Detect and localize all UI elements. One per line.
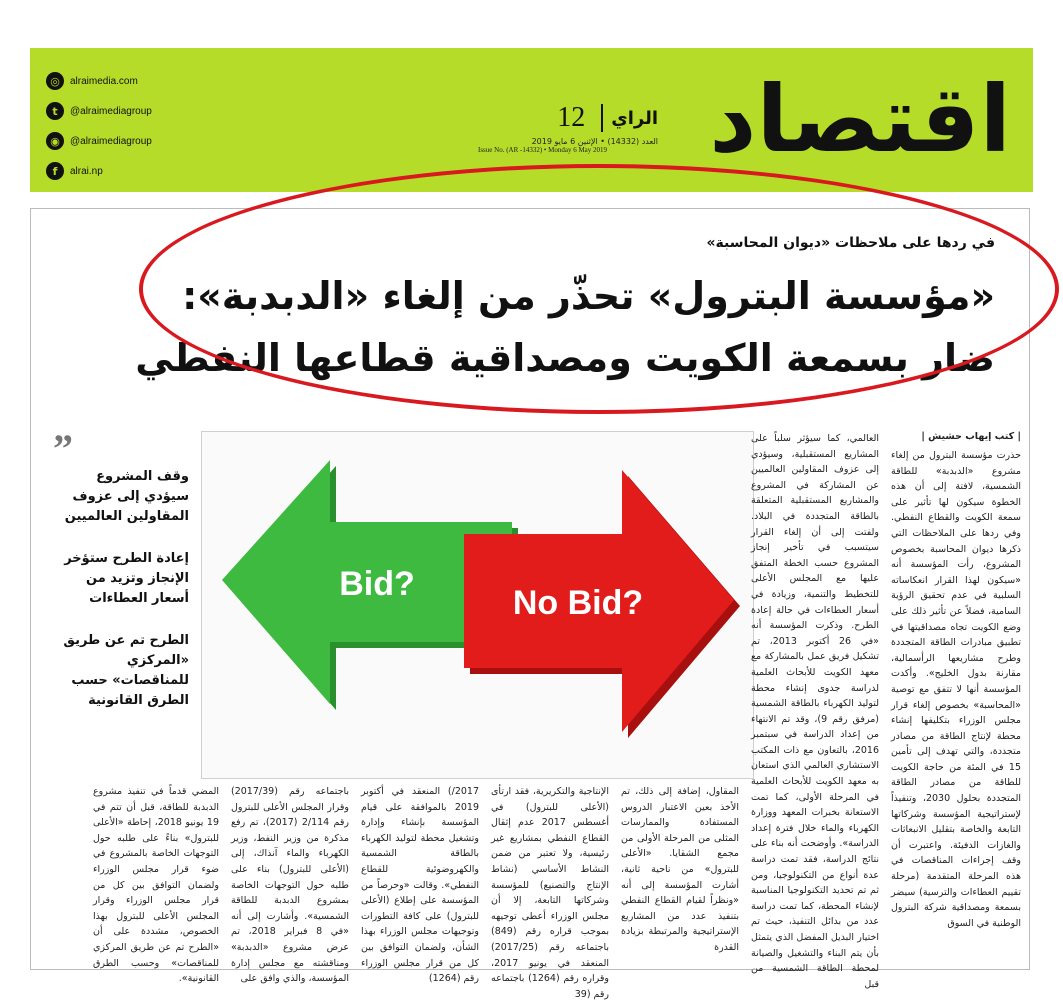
column-text: باجتماعه رقم (2017/39) وقرار المجلس الأعلى للبترول رقم 2/114 (2017)، تم رفع مذكرة من وزير النفط، وزير الكهرباء والماء آنذاك، إلى (الأعلى للبترول) بناء على طلبه حول التوجهات الخاصة بمشروع الدبدبة للطاقة الشمسية». وأشارت إلى أنه «في 8 فبراير 2018، تم عرض مشروع «الدبدبة» ومناقشته مع مجلس إدارة المؤسسة، والذي وافق على xyxy=(231,786,349,985)
pull-quote: الطرح تم عن طريق «المركزي للمناقصات» حسب الطرق القانونية xyxy=(63,633,189,708)
social-links xyxy=(46,68,152,188)
column-text: 2017/) المنعقد في أكتوبر 2019 بالموافقة على قيام المؤسسة بإنشاء وإدارة وتشغيل محطة لتوليد الكهرباء بالطاقة الشمسية والكهروضوئية للقطاع النفطي». وقالت «وحرصاً من المؤسسة على إطلاع (الأعلى للبترول) على كافة التطورات وتوجيهات مجلس الوزراء بهذا الشأن، ولضمان التوافق بين كل من قرار مجلس الوزراء رقم (1264) xyxy=(361,786,479,985)
facebook-icon: f xyxy=(46,162,64,180)
divider xyxy=(601,104,603,132)
social-link-twitter[interactable] xyxy=(46,98,152,124)
page-number: 12 xyxy=(557,102,586,133)
article-kicker: في ردها على ملاحظات «ديوان المحاسبة» xyxy=(706,235,995,251)
pull-quote: إعادة الطرح ستؤخر الإنجاز وتزيد من أسعار العطاءات xyxy=(64,551,189,606)
globe-icon: ◎ xyxy=(46,72,64,90)
no-bid-label: No Bid? xyxy=(512,584,644,622)
section-title: اقتصاد xyxy=(709,66,1011,173)
column-text: الإنتاجية والتكريرية، فقد ارتأى (الأعلى للبترول) في أغسطس 2017 عدم إثقال القطاع النفطي بمشاريع غير رئيسية، ولا تعتبر من ضمن النشاط الأساسي (نشاط الإنتاج والتصنيع) للمؤسسة وشركاتها التابعة، إلا أن مجلس الوزراء أعطى توجيهه بموجب قراره رقم (849) باجتماعه رقم (2017/25) المنعقد في يونيو 2017، وقراره رقم (1264) باجتماعه رقم (39 xyxy=(491,786,609,1000)
newspaper-logo: الراي xyxy=(611,107,658,129)
twitter-icon: t xyxy=(46,102,64,120)
column-text: حذرت مؤسسة البترول من إلغاء مشروع «الدبدبة» للطاقة الشمسية، لافتة إلى أن هذه الخطوة سيكون لها تأثير على سمعة الكويت والقطاع النفطي. وفي ردها على الملاحظات التي ذكرها ديوان المحاسبة بخصوص المشروع، رأت المؤسسة أنه «سيكون لهذا القرار انعكاساته السلبية في عدم تحقيق الرؤية السامية، فضلاً عن تأثير ذلك على وضع الكويت تجاه مصداقيتها في تطبيق مبادرات الطاقة المتجددة وطرح مشاريعها الرأسمالية، مقارنة بدول الخليج». وأكدت المؤسسة أنها لا تتفق مع توصية «المحاسبة» بخصوص إلغاء قرار مجلس الوزراء بتكليفها إنشاء محطة لإنتاج الطاقة من مصادر متجددة، والتي تهدف إلى تأمين 15 في المئة من حاجة الكويت للطاقة من مصادر الطاقة المتجددة بحلول 2030، وتنفيذاً لإستراتيجية المؤسسة وشركاتها التابعة والخاصة بتقليل الانبعاثات والغازات الدفيئة. واعتبرت أن وقف إجراءات المناقصات في هذه المرحلة المتقدمة (مرحلة تقييم العطاءات والترسية) سيضر بسمعة ومصداقية شركة البترول الوطنية في السوق xyxy=(891,450,1022,929)
article-column xyxy=(93,784,219,985)
issue-line-arabic: العدد (14332) • الإثنين 6 مايو 2019 xyxy=(531,137,658,146)
quote-mark-icon: ” xyxy=(53,426,73,471)
article-column xyxy=(891,431,1021,971)
article-column xyxy=(751,431,879,990)
column-text: المقاول، إضافة إلى ذلك، تم الأخذ بعين الاعتبار الدروس المستفادة والممارسات المثلى من المرحلة الأولى من مجمع الشقايا. «الأعلى للبترول» من ناحية ثانية، أشارت المؤسسة إلى أنه «ونظراً لقيام القطاع النفطي بتنفيذ عدد من المشاريع الإستراتيجية والمرتبطة بزيادة القدرة xyxy=(621,786,739,953)
social-handle: alrai.np xyxy=(70,165,103,177)
instagram-icon: ◉ xyxy=(46,132,64,150)
social-link-facebook[interactable] xyxy=(46,158,152,184)
article-column xyxy=(361,784,479,985)
column-text: المضي قدماً في تنفيذ مشروع الدبدبة للطاقة، قبل أن تتم في 19 يونيو 2018، إحاطة «الأعلى للبترول» بناءً على طلبه حول التوجهات الخاصة بالمشروع في ضوء قرار مجلس الوزراء ولضمان التوافق بين كل من قرار مجلس الوزراء وقرار المجلس الأعلى للبترول بهذا الخصوص، مشددة على أن «الطرح تم عن طريق المركزي للمناقصات» وحسب الطرق القانونية». xyxy=(93,786,219,985)
article-frame xyxy=(30,208,1030,1000)
social-handle: alraimedia.com xyxy=(70,75,138,87)
social-link-instagram[interactable] xyxy=(46,128,152,154)
article-column xyxy=(491,784,609,1000)
headline-line: ضار بسمعة الكويت ومصداقية قطاعها النفطي xyxy=(135,336,995,380)
pull-quote: وقف المشروع سيؤدي إلى عزوف المقاولين العالميين xyxy=(64,469,189,524)
social-handle: @alraimediagroup xyxy=(70,105,152,117)
column-text: العالمي، كما سيؤثر سلباً على المشاريع المستقبلية، وسيؤدي إلى عزوف المقاولين العالميين عن المشاركة في المشروع والمشاريع المستقبلية المتعلقة بالطاقة المتجددة في البلاد. ولفتت إلى أن إلغاء القرار سيتسبب في تأخير إنجاز المشروع حسب الخطة المتفق عليها مع المجلس الأعلى للتخطيط والتنمية، وزيادة في أسعار العطاءات في حالة إعادة الطرح. وذكرت المؤسسة أنه «في 26 أكتوبر 2013، تم تشكيل فريق عمل بالمشاركة مع معهد الكويت للأبحاث العلمية لدراسة جدوى إنشاء محطة لتوليد الكهرباء بالطاقة الشمسية (مرفق رقم 9)، وقد تم الانتهاء من إعداد الدراسة في سبتمبر 2016، بالتعاون مع ذات المكتب الاستشاري العالمي الذي استعان به معهد الكويت للأبحاث العلمية في المرحلة الأولى، كما تمت الاستعانة بخبرات المعهد ووزارة الكهرباء والماء خلال فترة إعداد الدراسة». وأوضحت أنه بناء على نتائج الدراسة، فقد تمت دراسة عدة أنواع من التكنولوجيا، ومن ثم تم تحديد التكنولوجيا المناسبة لإنشاء المحطة، كما تمت دراسة عدد من بدائل التنفيذ، حيث تم اختيار البديل المفضل الذي يتمثل بأن يتم البناء والتشغيل والصيانة لمحطة الطاقة الشمسية من قبل xyxy=(751,433,879,990)
article-headline xyxy=(115,265,995,389)
no-bid-arrow xyxy=(464,470,740,738)
byline: | كتب إيهاب حشيش | xyxy=(921,431,1021,442)
article-photo xyxy=(201,431,754,779)
bid-label: Bid? xyxy=(339,565,415,603)
social-handle: @alraimediagroup xyxy=(70,135,152,147)
section-masthead xyxy=(30,48,1033,192)
article-column xyxy=(621,784,739,962)
article-column xyxy=(231,784,349,985)
issue-line-english: Issue No. (AR -14332) • Monday 6 May 2019 xyxy=(478,146,608,154)
pull-quotes xyxy=(53,426,189,733)
social-link-website[interactable] xyxy=(46,68,152,94)
bid-no-bid-arrows-image xyxy=(202,432,753,778)
page-meta xyxy=(478,102,658,154)
headline-line: «مؤسسة البترول» تحذّر من إلغاء «الدبدبة»: xyxy=(182,274,995,318)
